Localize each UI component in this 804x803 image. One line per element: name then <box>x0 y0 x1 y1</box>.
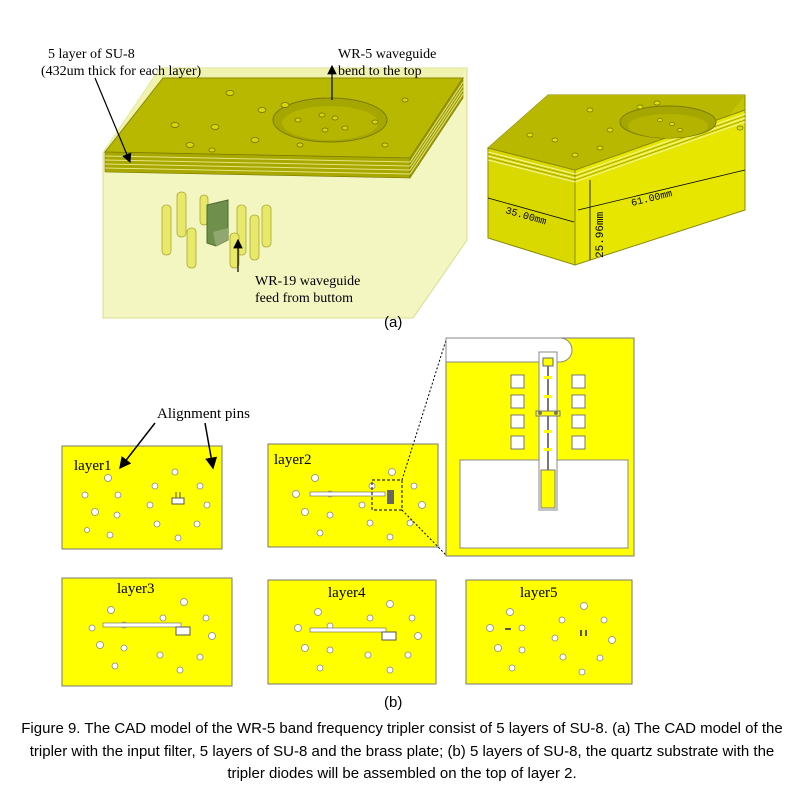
layer4-label: layer4 <box>328 585 366 601</box>
panel-b-layers <box>62 338 634 686</box>
wr19-annotation-line1: WR-19 waveguide <box>255 274 361 289</box>
wr5-annotation-line1: WR-5 waveguide <box>338 47 437 62</box>
layer3-label: layer3 <box>117 581 155 597</box>
su8-annotation-line2: (432um thick for each layer) <box>41 64 202 79</box>
dimension-width: 35.00mm <box>503 206 548 229</box>
tripler-cad-model-left <box>41 47 467 318</box>
layer5-label: layer5 <box>520 585 558 601</box>
dimension-length: 61.00mm <box>630 189 674 210</box>
figure-caption: Figure 9. The CAD model of the WR-5 band frequency tripler consist of 5 layers of SU-8. (a) The CAD model of the tripler with the input filter, 5 layers of SU-8 and the brass plate; (b) 5 layers of SU-8, the quartz substrate with the tripler diodes will be assembled on the top of layer 2. <box>21 720 783 782</box>
su8-annotation-line1: 5 layer of SU-8 <box>48 47 135 62</box>
panel-a-label: (a) <box>384 314 403 331</box>
layer2-zoom-detail <box>446 338 634 556</box>
wr19-waveguide-3d <box>207 200 228 246</box>
panel-b-label: (b) <box>384 694 403 711</box>
layer2-label: layer2 <box>274 452 312 468</box>
wr5-annotation-line2: bend to the top <box>338 64 422 79</box>
alignment-pins-label: Alignment pins <box>157 406 250 422</box>
layer1-label: layer1 <box>74 458 112 474</box>
dimension-height: 25.96mm <box>595 211 607 258</box>
wr19-annotation-line2: feed from buttom <box>255 291 353 306</box>
tripler-cad-model-right <box>488 95 745 265</box>
